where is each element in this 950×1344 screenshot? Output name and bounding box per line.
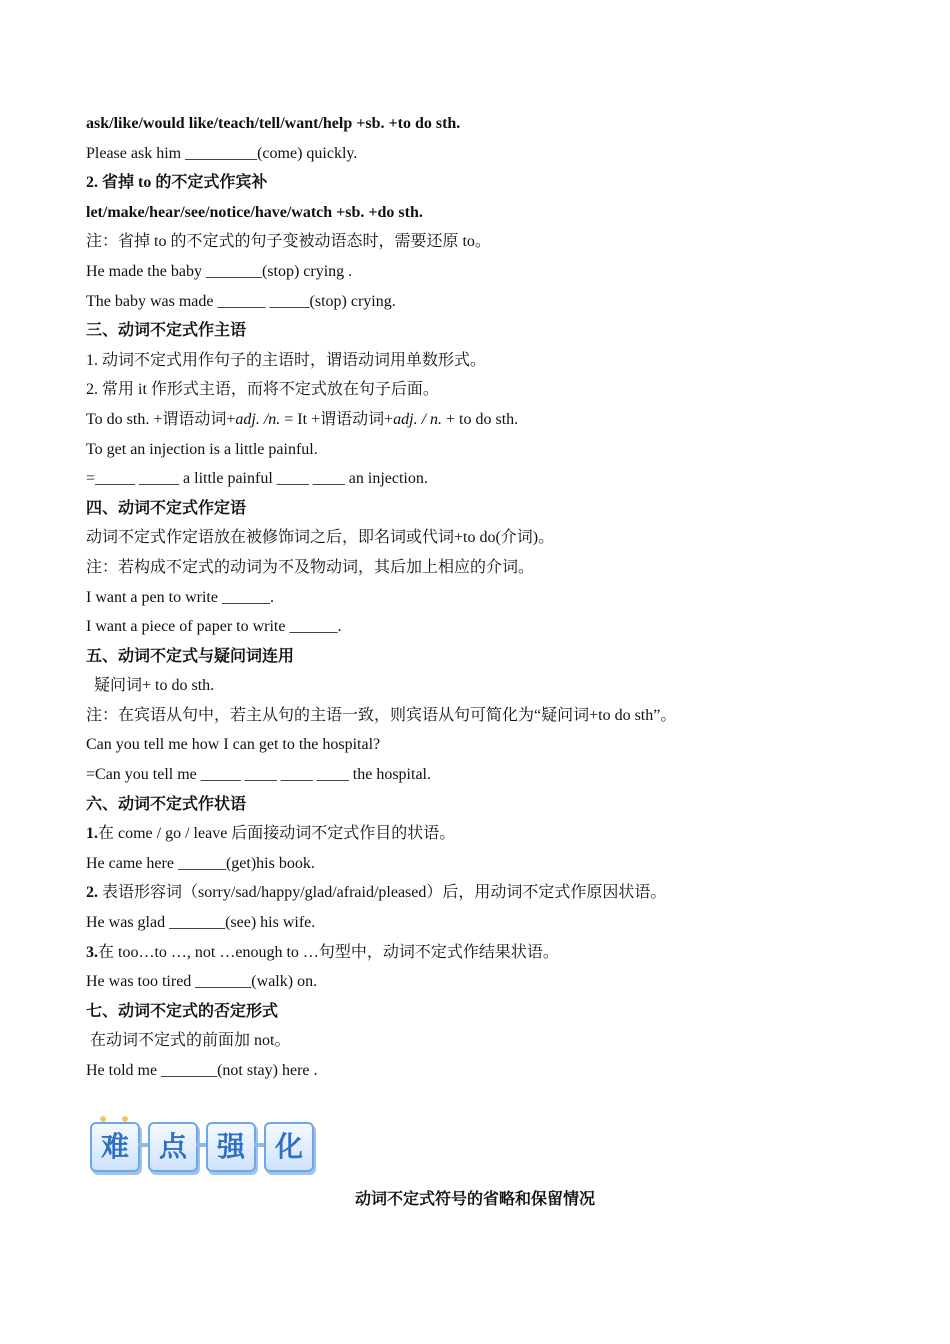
formula-part: + to do sth. [442,410,519,428]
document-body [86,109,886,1086]
example-sentence: Can you tell me how I can get to the hospital? [86,736,381,754]
rule-line: 疑问词+ to do sth. [86,677,215,695]
example-sentence: To get an injection is a little painful. [86,440,318,458]
example-sentence: =_____ _____ a little painful ____ ____ an injection. [86,470,428,488]
section-heading: 七、动词不定式的否定形式 [86,1002,279,1020]
rule-text: 表语形容词（sorry/sad/happy/glad/afraid/pleased）后，用动词不定式作原因状语。 [98,884,667,902]
section-heading: 三、动词不定式作主语 [86,322,247,340]
example-sentence: He told me _______(not stay) here . [86,1062,318,1079]
formula-line [86,405,886,435]
example-sentence: The baby was made ______ _____(stop) crying. [86,292,396,310]
rule-line [86,878,886,908]
section-heading: 四、动词不定式作定语 [86,499,247,517]
rule-text: 在 too…to …, not …enough to …句型中，动词不定式作结果状语。 [98,943,559,961]
formula-italic: adj. /n. [235,410,281,428]
section-heading: 五、动词不定式与疑问词连用 [86,647,295,665]
item-number: 3. [86,943,98,961]
example-sentence: =Can you tell me _____ ____ ____ ____ the hospital. [86,766,431,784]
rule-line: 动词不定式作定语放在被修饰词之后，即名词或代词+to do(介词)。 [86,529,555,547]
banner-tile: 化 [264,1122,314,1172]
rule-line [86,938,886,968]
example-sentence: I want a piece of paper to write ______. [86,618,342,636]
example-sentence: He made the baby _______(stop) crying . [86,262,353,280]
rule-line: 2. 常用 it 作形式主语，而将不定式放在句子后面。 [86,381,439,399]
item-number: 1. [86,825,98,843]
example-sentence: I want a pen to write ______. [86,588,274,606]
banner-tile: 点 [148,1122,198,1172]
example-sentence: He came here ______(get)his book. [86,854,315,872]
rule-line: ask/like/would like/teach/tell/want/help +sb. +to do sth. [86,115,461,132]
formula-part: To do sth. +谓语动词+ [86,410,236,428]
note-line: 注：在宾语从句中，若主从句的主语一致，则宾语从句可简化为“疑问词+to do sth”。 [86,706,677,724]
note-line: 注：若构成不定式的动词为不及物动词，其后加上相应的介词。 [86,558,535,576]
example-sentence: He was too tired _______(walk) on. [86,973,318,991]
subheading: 2. 省掉 to 的不定式作宾补 [86,174,268,192]
section-heading: 六、动词不定式作状语 [86,795,247,813]
example-sentence: Please ask him _________(come) quickly. [86,144,358,162]
item-number: 2. [86,884,98,902]
example-sentence: He was glad _______(see) his wife. [86,914,316,932]
banner-tile: 难 [90,1122,140,1172]
formula-part: = It +谓语动词+ [280,410,394,428]
rule-line [86,819,886,849]
note-line: 注：省掉 to 的不定式的句子变被动语态时，需要还原 to。 [86,233,491,251]
section-title: 动词不定式符号的省略和保留情况 [354,1191,595,1208]
key-points-banner [88,1116,318,1176]
rule-line: let/make/hear/see/notice/have/watch +sb. +do sth. [86,203,423,221]
rule-line: 在动词不定式的前面加 not。 [86,1032,291,1050]
formula-italic: adj. / n. [393,410,443,428]
rule-line: 1. 动词不定式用作句子的主语时，谓语动词用单数形式。 [86,351,487,369]
banner-tile: 强 [206,1122,256,1172]
rule-text: 在 come / go / leave 后面接动词不定式作目的状语。 [98,825,456,843]
